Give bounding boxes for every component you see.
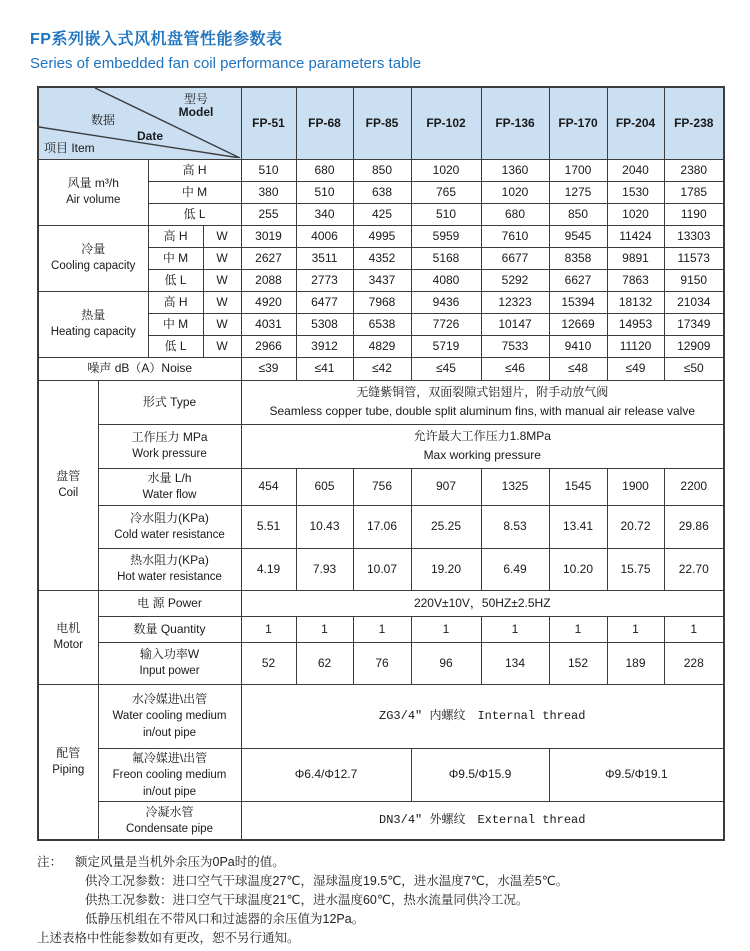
piping-freon-medium-row — [38, 748, 724, 802]
value-cell: 29.86 — [664, 505, 724, 548]
value-cell: 21034 — [664, 291, 724, 313]
section-label-piping: 配管 Piping — [38, 684, 98, 840]
level-label: 低 L — [148, 335, 203, 357]
value-cell: 4080 — [411, 269, 481, 291]
model-col-header: FP-85 — [353, 87, 411, 159]
value-cell: 1020 — [607, 203, 664, 225]
condensate-label: 冷凝水管 Condensate pipe — [98, 802, 241, 840]
value-cell: 605 — [296, 468, 353, 505]
note-line-3: 供热工况参数：进口空气干球温度21℃，进水温度60℃，热水流量同供冷工况。 — [85, 892, 529, 907]
section-label-cooling: 冷量 Cooling capacity — [38, 225, 148, 291]
level-label: 高 H — [148, 159, 241, 181]
value-cell: 22.70 — [664, 548, 724, 590]
value-cell: 5719 — [411, 335, 481, 357]
level-label: 低 L — [148, 203, 241, 225]
value-cell: 5.51 — [241, 505, 296, 548]
value-cell: 756 — [353, 468, 411, 505]
cold-water-resistance-row — [38, 505, 724, 548]
value-cell: ≤49 — [607, 357, 664, 380]
air-volume-high-row — [38, 159, 724, 181]
value-cell: 510 — [411, 203, 481, 225]
condensate-value: DN3/4″ 外螺纹 External thread — [241, 802, 724, 840]
section-label-coil: 盘管 Coil — [38, 380, 98, 590]
section-label-heating: 热量 Heating capacity — [38, 291, 148, 357]
coil-type-value: 无缝紫铜管，双面裂隙式铝翅片，附手动放气阀 Seamless copper tube, double split aluminum fins, with manual air release valve — [241, 380, 724, 424]
value-cell: 9891 — [607, 247, 664, 269]
value-cell: 1 — [607, 616, 664, 642]
value-cell: 5959 — [411, 225, 481, 247]
value-cell: ≤45 — [411, 357, 481, 380]
value-cell: ≤41 — [296, 357, 353, 380]
note-text: 额定风量是当机外余压为0Pa时的值。 — [75, 854, 285, 869]
work-pressure-label: 工作压力 MPa Work pressure — [98, 424, 241, 468]
value-cell: 510 — [296, 181, 353, 203]
value-cell: 1 — [353, 616, 411, 642]
value-cell: 14953 — [607, 313, 664, 335]
value-cell: ≤50 — [664, 357, 724, 380]
value-cell: 1 — [296, 616, 353, 642]
value-cell: 1020 — [481, 181, 549, 203]
value-cell: 10147 — [481, 313, 549, 335]
value-cell: ≤39 — [241, 357, 296, 380]
level-label: 中 M — [148, 247, 203, 269]
performance-table — [37, 86, 725, 841]
freon-size-small: Φ6.4/Φ12.7 — [241, 748, 411, 802]
note-line-2: 供冷工况参数：进口空气干球温度27℃，湿球温度19.5℃，进水温度7℃，水温差5℃。 — [85, 873, 569, 888]
section-label-motor: 电机 Motor — [38, 590, 98, 684]
value-cell: 15394 — [549, 291, 607, 313]
unit-label: W — [203, 269, 241, 291]
value-cell: 1900 — [607, 468, 664, 505]
value-cell: 680 — [296, 159, 353, 181]
value-cell: 4352 — [353, 247, 411, 269]
value-cell: 76 — [353, 642, 411, 684]
page-title-en: Series of embedded fan coil performance parameters table — [30, 55, 422, 72]
corner-data-label: 数据 — [91, 113, 116, 127]
value-cell: 7.93 — [296, 548, 353, 590]
value-cell: 5308 — [296, 313, 353, 335]
value-cell: ≤46 — [481, 357, 549, 380]
unit-label: W — [203, 225, 241, 247]
noise-row — [38, 357, 724, 380]
value-cell: 13303 — [664, 225, 724, 247]
value-cell: 5292 — [481, 269, 549, 291]
value-cell: 765 — [411, 181, 481, 203]
corner-model-label: 型号 Model — [178, 92, 214, 120]
model-col-header: FP-170 — [549, 87, 607, 159]
diagonal-split — [39, 88, 241, 159]
unit-label: W — [203, 291, 241, 313]
level-label: 高 H — [148, 291, 203, 313]
freon-size-medium: Φ9.5/Φ15.9 — [411, 748, 549, 802]
power-label: 电 源 Power — [98, 590, 241, 616]
value-cell: 2627 — [241, 247, 296, 269]
value-cell: 850 — [353, 159, 411, 181]
value-cell: 1360 — [481, 159, 549, 181]
level-label: 中 M — [148, 313, 203, 335]
value-cell: 4920 — [241, 291, 296, 313]
corner-date-label: Date — [137, 129, 164, 143]
piping-water-medium-row — [38, 684, 724, 748]
corner-item-label: 项目 Item — [44, 141, 95, 156]
water-medium-value: ZG3/4″ 内螺纹 Internal thread — [241, 684, 724, 748]
value-cell: 9436 — [411, 291, 481, 313]
value-cell: 2200 — [664, 468, 724, 505]
page-title-zh: FP系列嵌入式风机盘管性能参数表 — [30, 31, 283, 48]
model-col-header: FP-102 — [411, 87, 481, 159]
value-cell: ≤42 — [353, 357, 411, 380]
work-pressure-value: 允许最大工作压力1.8MPa Max working pressure — [241, 424, 724, 468]
value-cell: 134 — [481, 642, 549, 684]
value-cell: 4829 — [353, 335, 411, 357]
coil-work-pressure-row — [38, 424, 724, 468]
value-cell: 1545 — [549, 468, 607, 505]
model-col-header: FP-238 — [664, 87, 724, 159]
level-label: 高 H — [148, 225, 203, 247]
value-cell: 340 — [296, 203, 353, 225]
value-cell: ≤48 — [549, 357, 607, 380]
value-cell: 10.20 — [549, 548, 607, 590]
water-medium-label: 水冷媒进\出管 Water cooling medium in/out pipe — [98, 684, 241, 748]
water-flow-row — [38, 468, 724, 505]
value-cell: 3019 — [241, 225, 296, 247]
value-cell: 228 — [664, 642, 724, 684]
freon-size-large: Φ9.5/Φ19.1 — [549, 748, 724, 802]
value-cell: 1190 — [664, 203, 724, 225]
value-cell: 52 — [241, 642, 296, 684]
heating-high-row — [38, 291, 724, 313]
value-cell: 2966 — [241, 335, 296, 357]
value-cell: 4995 — [353, 225, 411, 247]
value-cell: 7726 — [411, 313, 481, 335]
note-line-1 — [37, 853, 723, 872]
value-cell: 1785 — [664, 181, 724, 203]
value-cell: 25.25 — [411, 505, 481, 548]
value-cell: 510 — [241, 159, 296, 181]
value-cell: 4.19 — [241, 548, 296, 590]
value-cell: 7863 — [607, 269, 664, 291]
motor-quantity-row — [38, 616, 724, 642]
value-cell: 7610 — [481, 225, 549, 247]
value-cell: 11573 — [664, 247, 724, 269]
value-cell: 454 — [241, 468, 296, 505]
value-cell: 96 — [411, 642, 481, 684]
value-cell: 6627 — [549, 269, 607, 291]
value-cell: 4031 — [241, 313, 296, 335]
noise-label: 噪声 dB（A）Noise — [38, 357, 241, 380]
value-cell: 9545 — [549, 225, 607, 247]
value-cell: 3912 — [296, 335, 353, 357]
motor-power-row — [38, 590, 724, 616]
note-footer: 上述表格中性能参数如有更改，恕不另行通知。 — [37, 930, 300, 945]
section-label-air-volume: 风量 m³/h Air volume — [38, 159, 148, 225]
value-cell: 19.20 — [411, 548, 481, 590]
value-cell: 2380 — [664, 159, 724, 181]
value-cell: 13.41 — [549, 505, 607, 548]
value-cell: 1700 — [549, 159, 607, 181]
value-cell: 12909 — [664, 335, 724, 357]
value-cell: 12323 — [481, 291, 549, 313]
model-col-header: FP-136 — [481, 87, 549, 159]
value-cell: 7968 — [353, 291, 411, 313]
value-cell: 3437 — [353, 269, 411, 291]
value-cell: 10.43 — [296, 505, 353, 548]
value-cell: 62 — [296, 642, 353, 684]
value-cell: 1530 — [607, 181, 664, 203]
model-col-header: FP-51 — [241, 87, 296, 159]
note-prefix: 注： — [37, 854, 63, 869]
hot-water-resistance-label: 热水阻力(KPa) Hot water resistance — [98, 548, 241, 590]
value-cell: 2773 — [296, 269, 353, 291]
value-cell: 15.75 — [607, 548, 664, 590]
value-cell: 6.49 — [481, 548, 549, 590]
quantity-label: 数量 Quantity — [98, 616, 241, 642]
model-col-header: FP-68 — [296, 87, 353, 159]
value-cell: 1 — [481, 616, 549, 642]
value-cell: 1 — [549, 616, 607, 642]
model-col-header: FP-204 — [607, 87, 664, 159]
power-value: 220V±10V，50HZ±2.5HZ — [241, 590, 724, 616]
value-cell: 11120 — [607, 335, 664, 357]
cooling-high-row — [38, 225, 724, 247]
value-cell: 3511 — [296, 247, 353, 269]
header-row — [38, 87, 724, 159]
value-cell: 5168 — [411, 247, 481, 269]
value-cell: 2088 — [241, 269, 296, 291]
motor-input-power-row — [38, 642, 724, 684]
unit-label: W — [203, 247, 241, 269]
value-cell: 8358 — [549, 247, 607, 269]
value-cell: 18132 — [607, 291, 664, 313]
value-cell: 255 — [241, 203, 296, 225]
freon-medium-label: 氟冷媒进\出管 Freon cooling medium in/out pipe — [98, 748, 241, 802]
value-cell: 152 — [549, 642, 607, 684]
value-cell: 189 — [607, 642, 664, 684]
value-cell: 17349 — [664, 313, 724, 335]
value-cell: 17.06 — [353, 505, 411, 548]
value-cell: 850 — [549, 203, 607, 225]
hot-water-resistance-row — [38, 548, 724, 590]
coil-type-label: 形式 Type — [98, 380, 241, 424]
unit-label: W — [203, 313, 241, 335]
value-cell: 20.72 — [607, 505, 664, 548]
value-cell: 1020 — [411, 159, 481, 181]
value-cell: 9150 — [664, 269, 724, 291]
value-cell: 425 — [353, 203, 411, 225]
value-cell: 638 — [353, 181, 411, 203]
value-cell: 6538 — [353, 313, 411, 335]
piping-condensate-row — [38, 802, 724, 840]
cold-water-resistance-label: 冷水阻力(KPa) Cold water resistance — [98, 505, 241, 548]
unit-label: W — [203, 335, 241, 357]
footnotes — [37, 853, 723, 948]
coil-type-row — [38, 380, 724, 424]
input-power-label: 输入功率W Input power — [98, 642, 241, 684]
value-cell: 7533 — [481, 335, 549, 357]
value-cell: 680 — [481, 203, 549, 225]
value-cell: 8.53 — [481, 505, 549, 548]
value-cell: 1275 — [549, 181, 607, 203]
level-label: 中 M — [148, 181, 241, 203]
corner-cell — [38, 87, 241, 159]
value-cell: 6477 — [296, 291, 353, 313]
value-cell: 2040 — [607, 159, 664, 181]
value-cell: 907 — [411, 468, 481, 505]
value-cell: 1325 — [481, 468, 549, 505]
value-cell: 1 — [411, 616, 481, 642]
level-label: 低 L — [148, 269, 203, 291]
value-cell: 380 — [241, 181, 296, 203]
value-cell: 4006 — [296, 225, 353, 247]
water-flow-label: 水量 L/h Water flow — [98, 468, 241, 505]
value-cell: 11424 — [607, 225, 664, 247]
value-cell: 6677 — [481, 247, 549, 269]
value-cell: 1 — [664, 616, 724, 642]
note-line-4: 低静压机组在不带风口和过滤器的余压值为12Pa。 — [85, 911, 365, 926]
value-cell: 9410 — [549, 335, 607, 357]
value-cell: 10.07 — [353, 548, 411, 590]
value-cell: 1 — [241, 616, 296, 642]
value-cell: 12669 — [549, 313, 607, 335]
